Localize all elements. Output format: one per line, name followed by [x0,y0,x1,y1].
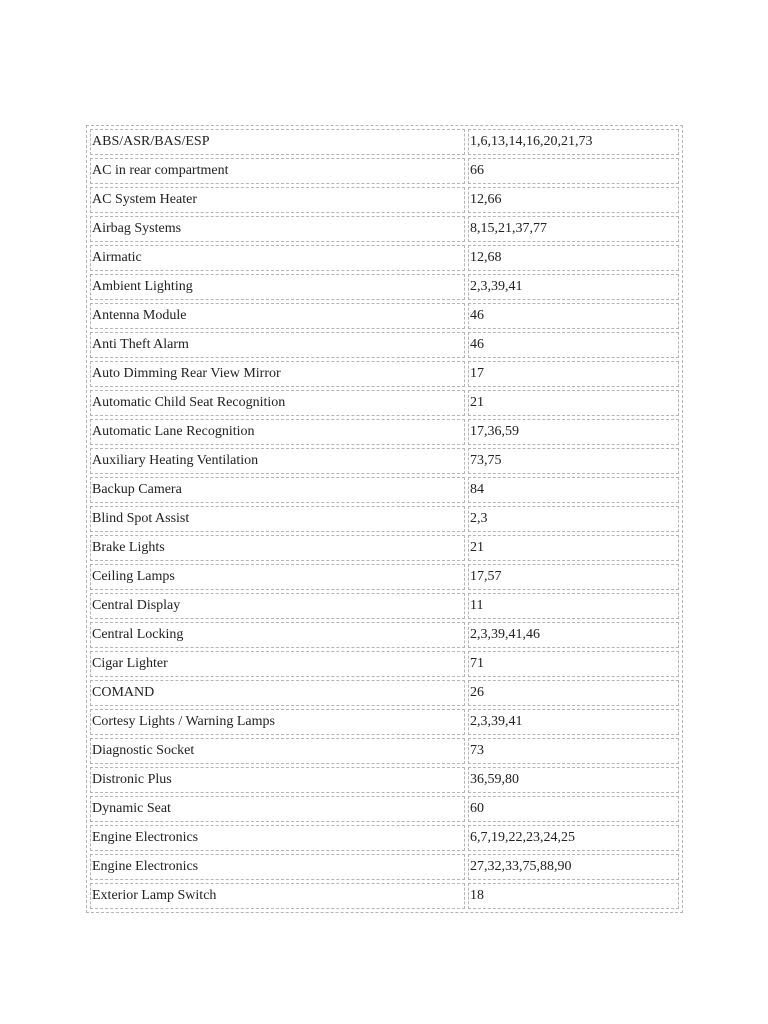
pages-cell: 46 [468,332,679,358]
pages-cell: 21 [468,535,679,561]
table-row [90,854,679,880]
table-row [90,564,679,590]
pages-cell: 11 [468,593,679,619]
index-table-body [90,129,679,909]
table-row [90,274,679,300]
topic-cell: Airbag Systems [90,216,465,242]
table-row [90,216,679,242]
table-row [90,158,679,184]
topic-cell: Central Locking [90,622,465,648]
table-row [90,361,679,387]
topic-cell: Ceiling Lamps [90,564,465,590]
topic-cell: Dynamic Seat [90,796,465,822]
table-row [90,390,679,416]
pages-cell: 12,68 [468,245,679,271]
pages-cell: 17,57 [468,564,679,590]
topic-cell: Engine Electronics [90,854,465,880]
pages-cell: 12,66 [468,187,679,213]
index-table [86,125,683,913]
table-row [90,419,679,445]
table-row [90,622,679,648]
topic-cell: Backup Camera [90,477,465,503]
table-row [90,535,679,561]
pages-cell: 66 [468,158,679,184]
table-row [90,593,679,619]
pages-cell: 73,75 [468,448,679,474]
topic-cell: Cortesy Lights / Warning Lamps [90,709,465,735]
pages-cell: 17 [468,361,679,387]
table-row [90,245,679,271]
topic-cell: Auxiliary Heating Ventilation [90,448,465,474]
table-row [90,883,679,909]
table-row [90,448,679,474]
pages-cell: 2,3,39,41,46 [468,622,679,648]
topic-cell: Blind Spot Assist [90,506,465,532]
table-row [90,825,679,851]
pages-cell: 1,6,13,14,16,20,21,73 [468,129,679,155]
table-row [90,651,679,677]
table-row [90,680,679,706]
topic-cell: AC in rear compartment [90,158,465,184]
table-row [90,332,679,358]
table-row [90,506,679,532]
table-row [90,738,679,764]
pages-cell: 2,3 [468,506,679,532]
pages-cell: 6,7,19,22,23,24,25 [468,825,679,851]
pages-cell: 17,36,59 [468,419,679,445]
pages-cell: 2,3,39,41 [468,274,679,300]
pages-cell: 71 [468,651,679,677]
topic-cell: Engine Electronics [90,825,465,851]
table-row [90,477,679,503]
pages-cell: 46 [468,303,679,329]
topic-cell: Distronic Plus [90,767,465,793]
topic-cell: Ambient Lighting [90,274,465,300]
pages-cell: 21 [468,390,679,416]
topic-cell: Anti Theft Alarm [90,332,465,358]
table-row [90,709,679,735]
table-row [90,796,679,822]
topic-cell: Exterior Lamp Switch [90,883,465,909]
pages-cell: 60 [468,796,679,822]
topic-cell: ABS/ASR/BAS/ESP [90,129,465,155]
table-row [90,129,679,155]
table-row [90,303,679,329]
topic-cell: AC System Heater [90,187,465,213]
pages-cell: 27,32,33,75,88,90 [468,854,679,880]
topic-cell: COMAND [90,680,465,706]
pages-cell: 18 [468,883,679,909]
topic-cell: Central Display [90,593,465,619]
pages-cell: 2,3,39,41 [468,709,679,735]
topic-cell: Antenna Module [90,303,465,329]
topic-cell: Airmatic [90,245,465,271]
topic-cell: Cigar Lighter [90,651,465,677]
topic-cell: Automatic Lane Recognition [90,419,465,445]
topic-cell: Diagnostic Socket [90,738,465,764]
topic-cell: Automatic Child Seat Recognition [90,390,465,416]
pages-cell: 73 [468,738,679,764]
table-row [90,767,679,793]
topic-cell: Brake Lights [90,535,465,561]
pages-cell: 26 [468,680,679,706]
pages-cell: 8,15,21,37,77 [468,216,679,242]
topic-cell: Auto Dimming Rear View Mirror [90,361,465,387]
table-row [90,187,679,213]
pages-cell: 84 [468,477,679,503]
pages-cell: 36,59,80 [468,767,679,793]
